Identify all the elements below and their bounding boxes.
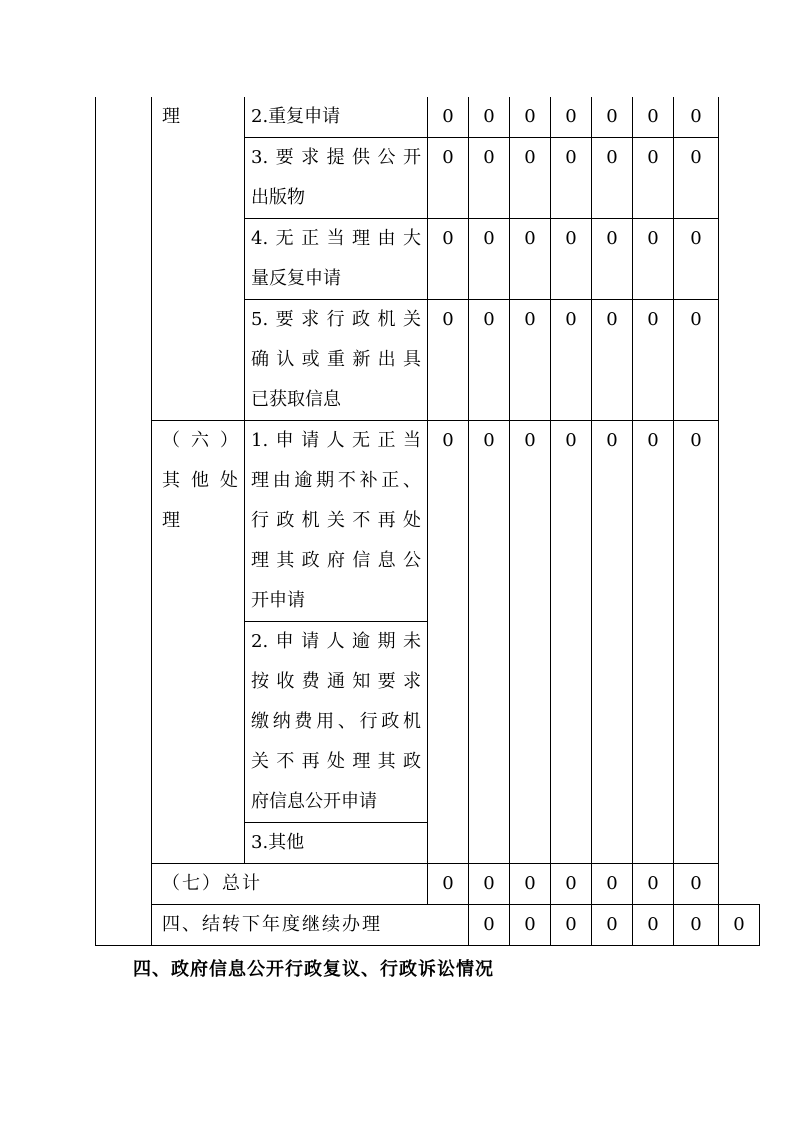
table-row: [96, 905, 760, 946]
row-label-cell: [245, 138, 428, 219]
value-cell: 0: [510, 864, 551, 905]
value-cell: 0: [510, 219, 551, 300]
value-cell: 0: [719, 905, 760, 946]
row-label-cell: [245, 97, 428, 138]
row-label-line: 2.申请人逾期未: [251, 631, 421, 652]
value-cell: 0: [633, 864, 674, 905]
section5-label-line: 理: [162, 106, 180, 127]
row-label-cell: [245, 421, 428, 622]
value-cell: 0: [428, 864, 469, 905]
row-label-line: 4.无正当理由大: [251, 228, 421, 249]
row-label-cell: [245, 622, 428, 823]
row-label-line: 理其政府信息公: [251, 550, 421, 571]
value-cell: 0: [674, 421, 719, 864]
value-cell: 0: [592, 97, 633, 138]
value-cell: 0: [510, 138, 551, 219]
value-cell: 0: [469, 97, 510, 138]
total-label: （七）总计: [152, 864, 428, 905]
value-cell: 0: [428, 300, 469, 421]
row-label-line: 理由逾期不补正、: [251, 470, 421, 491]
row-label-line: 开申请: [251, 590, 305, 611]
value-cell: 0: [592, 421, 633, 864]
section5-label-cell: [152, 97, 245, 421]
value-cell: 0: [674, 300, 719, 421]
value-cell: 0: [469, 138, 510, 219]
value-cell: 0: [633, 905, 674, 946]
value-cell: 0: [551, 138, 592, 219]
value-cell: 0: [633, 97, 674, 138]
row-label-cell: [245, 219, 428, 300]
row-label-line: 行政机关不再处: [251, 510, 421, 531]
value-cell: 0: [510, 905, 551, 946]
value-cell: 0: [510, 97, 551, 138]
value-cell: 0: [592, 864, 633, 905]
section6-label-line: 理: [162, 510, 180, 531]
value-cell: 0: [633, 300, 674, 421]
value-cell: 0: [469, 864, 510, 905]
row-label-line: 2.重复申请: [251, 106, 341, 127]
value-cell: 0: [469, 421, 510, 864]
row-label-line: 府信息公开申请: [251, 791, 377, 812]
row-label-line: 已获取信息: [251, 389, 341, 410]
value-cell: 0: [592, 138, 633, 219]
value-cell: 0: [469, 219, 510, 300]
value-cell: 0: [592, 300, 633, 421]
section-heading: 四、政府信息公开行政复议、行政诉讼情况: [133, 959, 494, 980]
row-label-line: 1.申请人无正当: [251, 430, 421, 451]
row-label-line: 缴纳费用、行政机: [251, 711, 421, 732]
value-cell: 0: [674, 97, 719, 138]
value-cell: 0: [674, 864, 719, 905]
table-row: [96, 97, 760, 138]
value-cell: 0: [428, 138, 469, 219]
row-label-line: 关不再处理其政: [251, 751, 421, 772]
row-label-line: 确认或重新出具: [251, 349, 421, 370]
value-cell: 0: [551, 300, 592, 421]
carry-over-label: 四、结转下年度继续办理: [152, 905, 469, 946]
value-cell: 0: [551, 905, 592, 946]
row-label-cell: [245, 300, 428, 421]
value-cell: 0: [633, 219, 674, 300]
value-cell: 0: [551, 97, 592, 138]
row-label-line: 出版物: [251, 187, 305, 208]
value-cell: 0: [428, 421, 469, 864]
value-cell: 0: [551, 219, 592, 300]
section6-label-line: （六）: [162, 430, 238, 451]
section6-label-line: 其他处: [162, 470, 238, 491]
value-cell: 0: [633, 138, 674, 219]
row-label-line: 按收费通知要求: [251, 671, 421, 692]
row-label-line: 5.要求行政机关: [251, 309, 421, 330]
table-row: [96, 421, 760, 622]
value-cell: 0: [428, 97, 469, 138]
statistics-table: [95, 97, 760, 946]
value-cell: 0: [674, 219, 719, 300]
value-cell: 0: [428, 219, 469, 300]
row-label-line: 3.其他: [251, 832, 305, 853]
value-cell: 0: [674, 138, 719, 219]
table-row: [96, 864, 760, 905]
value-cell: 0: [469, 300, 510, 421]
value-cell: 0: [551, 421, 592, 864]
value-cell: 0: [592, 905, 633, 946]
row-label-line: 量反复申请: [251, 268, 341, 289]
value-cell: 0: [469, 905, 510, 946]
value-cell: 0: [592, 219, 633, 300]
row-label-cell: [245, 823, 428, 864]
section6-label-cell: [152, 421, 245, 864]
value-cell: 0: [674, 905, 719, 946]
outer-blank-cell: [96, 97, 152, 946]
row-label-line: 3.要求提供公开: [251, 147, 421, 168]
value-cell: 0: [633, 421, 674, 864]
value-cell: 0: [510, 300, 551, 421]
value-cell: 0: [510, 421, 551, 864]
value-cell: 0: [551, 864, 592, 905]
